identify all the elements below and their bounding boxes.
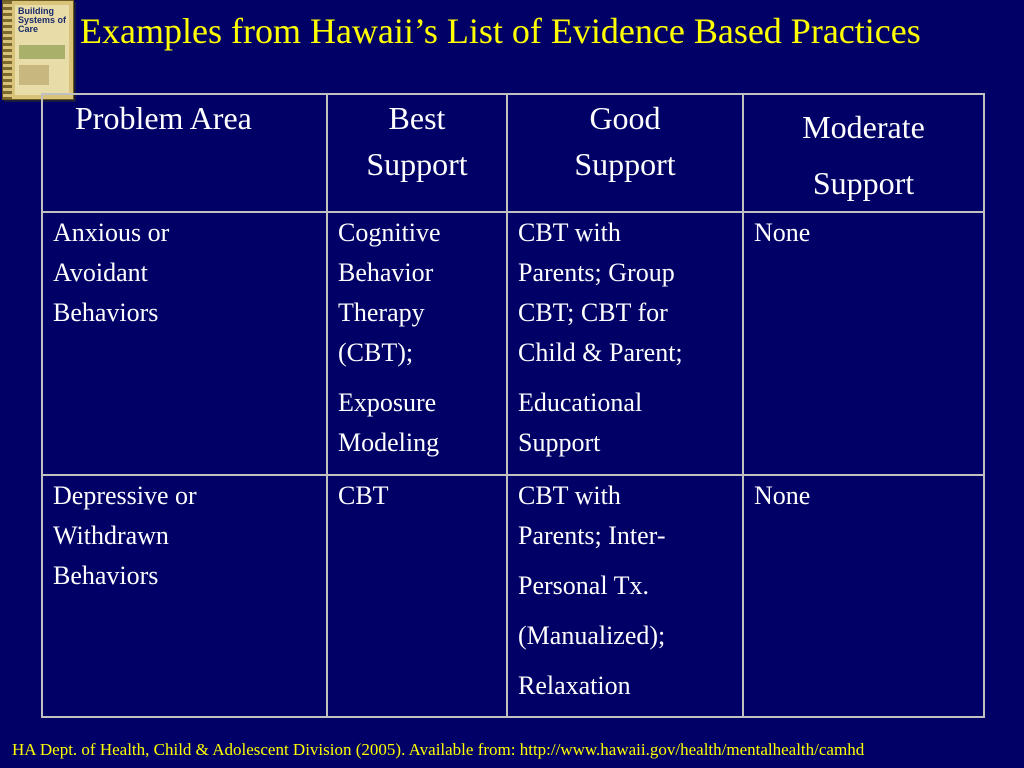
table-row	[42, 212, 984, 475]
cell-line: CBT	[338, 481, 389, 510]
cell-line: Parents; Group	[518, 258, 675, 287]
cell-line: Behavior	[338, 258, 434, 287]
cell-line: Educational	[518, 388, 643, 417]
book-cover	[15, 5, 69, 95]
book-spine	[3, 1, 12, 99]
cell-best-support	[327, 475, 507, 717]
cell-line: CBT with	[518, 481, 621, 510]
cell-good-support	[507, 212, 743, 475]
cell-moderate-support	[743, 212, 984, 475]
cell-paragraph	[338, 383, 496, 463]
cell-line: Personal Tx.	[518, 571, 649, 600]
book-cover-image	[2, 0, 74, 100]
header-line: Support	[812, 165, 915, 201]
cell-paragraph	[518, 476, 732, 556]
cell-line: CBT; CBT for	[518, 298, 668, 327]
cell-line: (Manualized);	[518, 621, 666, 650]
cell-line: None	[754, 481, 811, 510]
citation-footer: HA Dept. of Health, Child & Adolescent Division (2005). Available from: http://www.hawaii.gov/health/mentalhealth/camhd	[12, 740, 865, 759]
cell-paragraph	[518, 213, 732, 373]
header-line: Problem Area	[75, 100, 252, 136]
cell-line: Anxious or	[53, 218, 170, 247]
cell-paragraph	[518, 566, 732, 606]
cell-line: Child & Parent;	[518, 338, 683, 367]
table-header-row	[42, 94, 984, 212]
cell-problem-area	[42, 475, 327, 717]
cell-paragraph	[518, 383, 732, 463]
header-best-support	[327, 94, 507, 212]
cell-line: Withdrawn	[53, 521, 169, 550]
cell-line: Modeling	[338, 428, 440, 457]
book-cover-title: Building Systems of Care	[18, 6, 67, 34]
slide-title: Examples from Hawaii’s List of Evidence Based Practices	[80, 11, 921, 51]
cell-line: (CBT);	[338, 338, 414, 367]
header-line: Support	[574, 146, 676, 182]
cell-problem-area	[42, 212, 327, 475]
cell-paragraph	[518, 666, 732, 706]
header-line: Best	[388, 100, 446, 136]
cell-line: Depressive or	[53, 481, 197, 510]
header-problem-area	[42, 94, 327, 212]
cell-line: Behaviors	[53, 561, 159, 590]
header-moderate-support	[743, 94, 984, 212]
book-cover-graphic	[19, 45, 65, 59]
cell-line: Behaviors	[53, 298, 159, 327]
header-line: Good	[589, 100, 661, 136]
header-line: Moderate	[802, 109, 925, 145]
cell-good-support	[507, 475, 743, 717]
cell-line: Cognitive	[338, 218, 441, 247]
cell-line: CBT with	[518, 218, 621, 247]
cell-line: Exposure	[338, 388, 437, 417]
header-line: Support	[366, 146, 468, 182]
cell-line: Relaxation	[518, 671, 631, 700]
book-cover-graphic-2	[19, 65, 49, 85]
table-row	[42, 475, 984, 717]
cell-paragraph	[338, 213, 496, 373]
cell-line: None	[754, 218, 811, 247]
header-good-support	[507, 94, 743, 212]
cell-line: Avoidant	[53, 258, 148, 287]
evidence-table	[41, 93, 985, 718]
cell-paragraph	[518, 616, 732, 656]
cell-line: Parents; Inter-	[518, 521, 666, 550]
cell-moderate-support	[743, 475, 984, 717]
cell-line: Support	[518, 428, 601, 457]
cell-line: Therapy	[338, 298, 425, 327]
cell-best-support	[327, 212, 507, 475]
